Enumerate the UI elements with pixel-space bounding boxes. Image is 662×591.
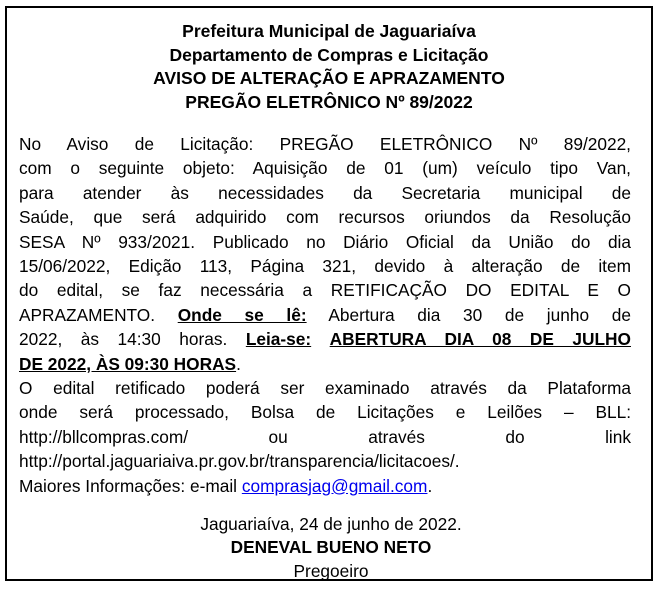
bll-url[interactable]: http://bllcompras.com/ — [19, 426, 189, 447]
body-line: 15/06/2022, Edição 113, Página 321, devido à alteração de item — [19, 256, 631, 277]
body-line: do edital, se faz necessária a RETIFICAÇÃO DO EDITAL E O — [19, 280, 631, 301]
body-line — [19, 352, 631, 376]
body-text-segment: APRAZAMENTO. — [19, 304, 156, 325]
body-line: No Aviso de Licitação: PREGÃO ELETRÔNICO Nº 89/2022, — [19, 134, 631, 154]
body-text-segment: . — [427, 475, 433, 496]
body-line — [19, 474, 631, 498]
body-text-segment: 2022, às 14:30 horas. — [19, 329, 228, 350]
body-text-segment: Abertura dia 30 de junho de — [328, 304, 631, 325]
body-text-segment: ou — [268, 426, 288, 447]
body-text-segment: Maiores Informações: e-mail — [19, 475, 238, 496]
new-opening-date-cont: DE 2022, ÀS 09:30 HORAS — [19, 353, 237, 374]
body-text-segment: do — [505, 426, 525, 447]
body-text-segment: através — [368, 426, 425, 447]
body-line: Saúde, que será adquirido com recursos oriundos da Resolução — [19, 207, 631, 228]
notice-header — [7, 20, 651, 114]
portal-url[interactable]: http://portal.jaguariaiva.pr.gov.br/transparencia/licitacoes/. — [19, 451, 460, 472]
signatory-role: Pregoeiro — [293, 561, 369, 581]
body-text-segment: . — [236, 353, 241, 374]
signatory-name: DENEVAL BUENO NETO — [230, 537, 432, 557]
notice-title: AVISO DE ALTERAÇÃO E APRAZAMENTO — [153, 68, 505, 88]
body-line — [19, 303, 631, 327]
email-link[interactable]: comprasjag@gmail.com — [241, 475, 428, 496]
body-line: com o seguinte objeto: Aquisição de 01 (um) veículo tipo Van, — [19, 158, 631, 179]
municipality-title: Prefeitura Municipal de Jaguariaíva — [182, 21, 476, 41]
department-title: Departamento de Compras e Licitação — [169, 44, 489, 65]
body-line: O edital retificado poderá ser examinado através da Plataforma — [19, 378, 631, 399]
body-line — [19, 425, 631, 449]
auction-title: PREGÃO ELETRÔNICO Nº 89/2022 — [185, 91, 473, 112]
body-line: onde será processado, Bolsa de Licitações e Leilões – BLL: — [19, 402, 631, 423]
read-as-label: Leia-se: — [245, 329, 312, 350]
body-line: SESA Nº 933/2021. Publicado no Diário Oficial da União do dia — [19, 231, 631, 252]
read-label: Onde se lê: — [177, 304, 307, 325]
notice-body — [19, 132, 631, 498]
body-line: para atender às necessidades da Secretaria municipal de — [19, 182, 631, 203]
new-opening-date: ABERTURA DIA 08 DE JULHO — [329, 329, 631, 350]
body-line — [19, 327, 631, 351]
body-text-segment: link — [605, 426, 631, 447]
signature-date: Jaguariaíva, 24 de junho de 2022. — [200, 514, 462, 534]
